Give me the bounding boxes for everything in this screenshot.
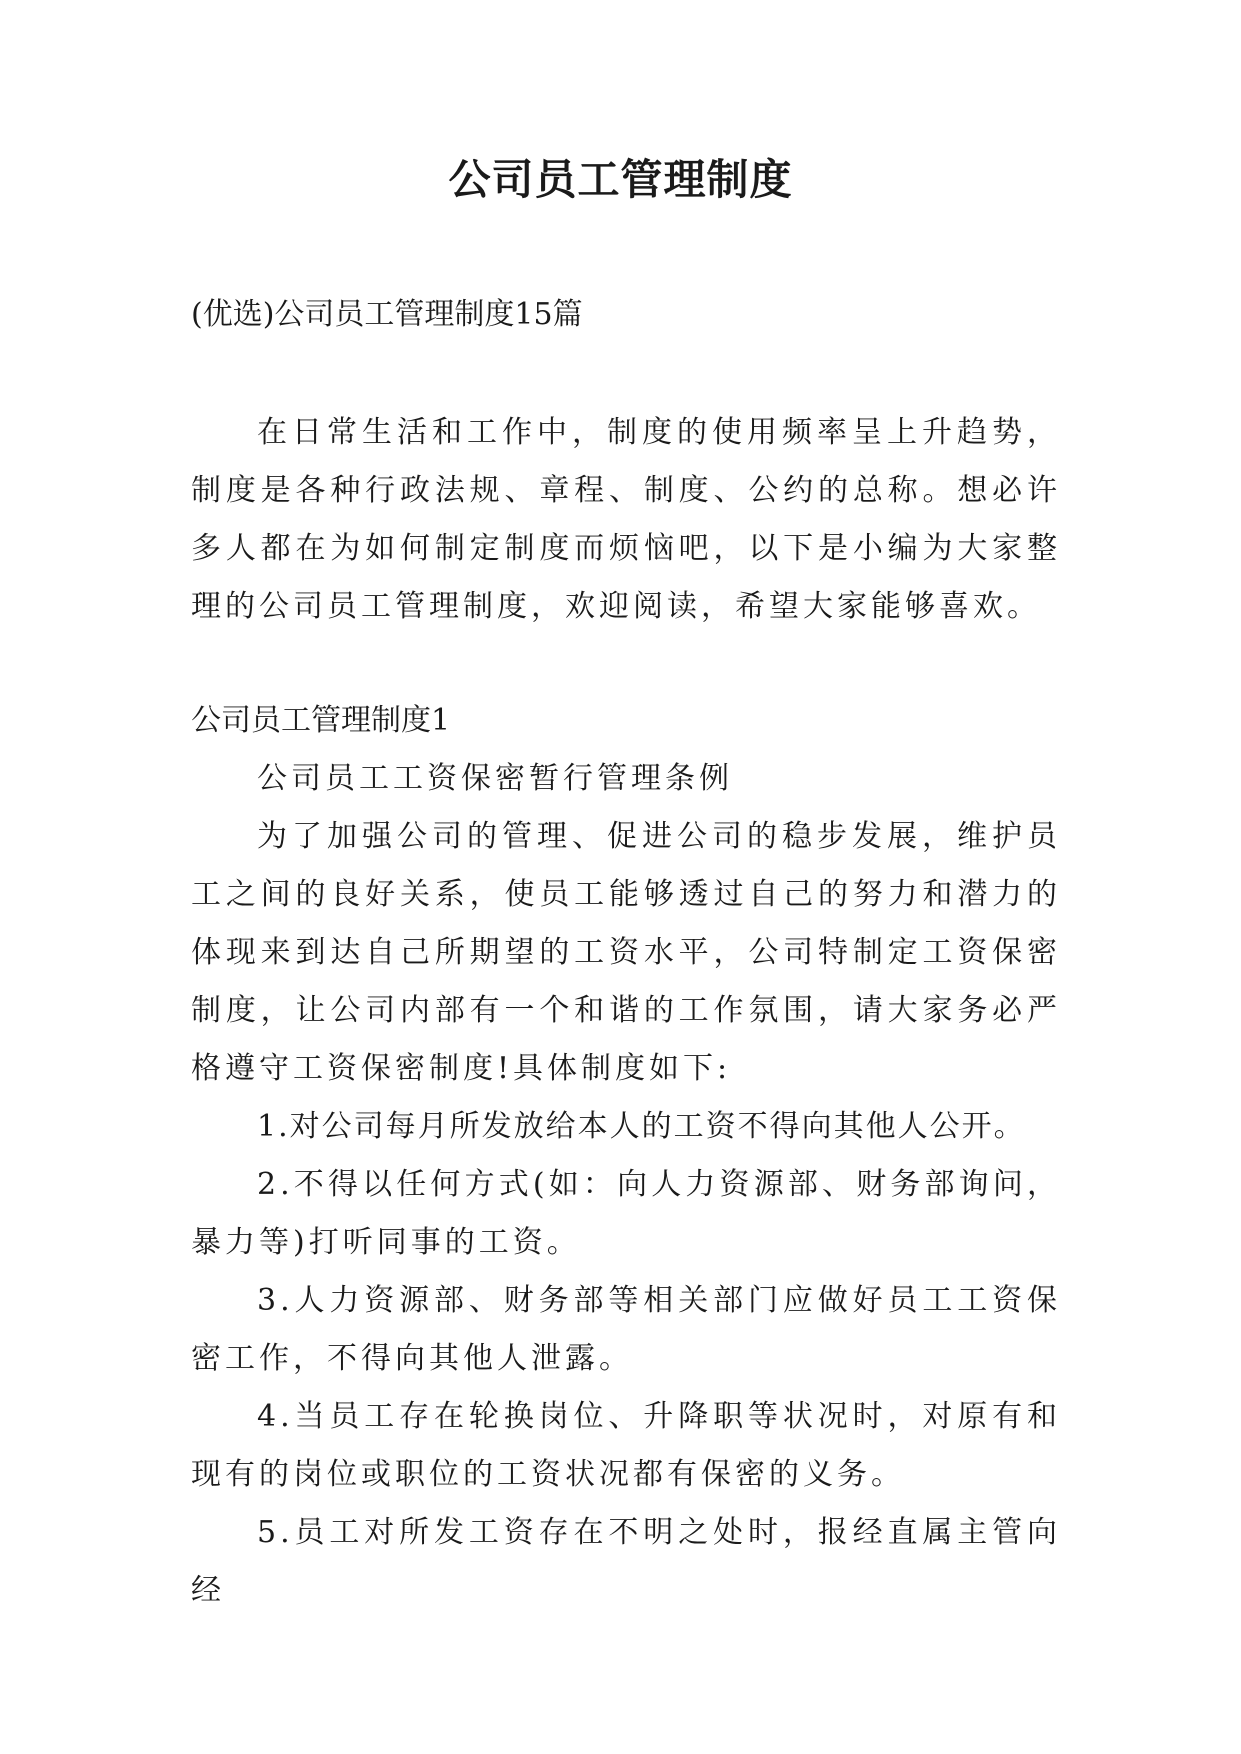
section-subheading: 公司员工工资保密暂行管理条例 — [257, 761, 733, 796]
intro-section — [191, 404, 1061, 636]
section-body — [191, 750, 1061, 1620]
document-subtitle: (优选)公司员工管理制度15篇 — [191, 297, 583, 332]
rule-item-1: 1.对公司每月所发放给本人的工资不得向其他人公开。 — [257, 1109, 1026, 1144]
intro-paragraph: 在日常生活和工作中，制度的使用频率呈上升趋势，制度是各种行政法规、章程、制度、公约的总称。想必许多人都在为如何制定制度而烦恼吧，以下是小编为大家整理的公司员工管理制度，欢迎阅读，希望大家能够喜欢。 — [191, 415, 1061, 624]
rule-item-2: 2.不得以任何方式(如：向人力资源部、财务部询问，暴力等)打听同事的工资。 — [191, 1167, 1061, 1260]
section-heading: 公司员工管理制度1 — [191, 703, 451, 738]
rule-item-5: 5.员工对所发工资存在不明之处时，报经直属主管向经 — [191, 1515, 1061, 1608]
rule-item-4: 4.当员工存在轮换岗位、升降职等状况时，对原有和现有的岗位或职位的工资状况都有保密的义务。 — [191, 1399, 1061, 1492]
rule-item-3: 3.人力资源部、财务部等相关部门应做好员工工资保密工作，不得向其他人泄露。 — [191, 1283, 1061, 1376]
body-paragraph: 为了加强公司的管理、促进公司的稳步发展，维护员工之间的良好关系，使员工能够透过自己的努力和潜力的体现来到达自己所期望的工资水平，公司特制定工资保密制度，让公司内部有一个和谐的工作氛围，请大家务必严格遵守工资保密制度!具体制度如下: — [191, 819, 1061, 1086]
document-title: 公司员工管理制度 — [448, 155, 793, 204]
